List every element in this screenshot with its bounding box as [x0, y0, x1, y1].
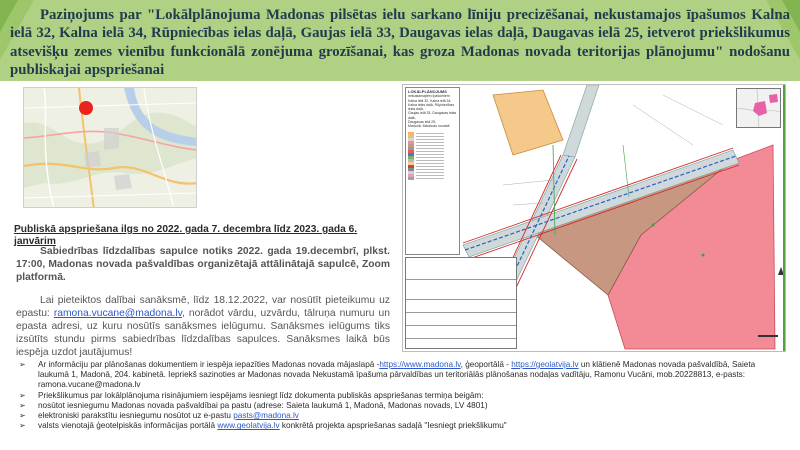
legend-label-line: [416, 139, 444, 140]
location-marker: [79, 101, 93, 115]
bullet-text: nosūtot iesniegumu Madonas novada pašvaldībai pa pastu (adrese: Saieta laukumā 1, Madonā, Madonas novads, LV 4801): [38, 400, 488, 410]
arrow-bullet-icon: ➢: [19, 421, 26, 431]
legend-label-line: [416, 172, 444, 173]
bullet-text: Priekšlikumus par lokālplānojuma risinājumiem iespējams iesniegt līdz dokumenta publiskās apspriešanas termiņa beigām:: [38, 390, 484, 400]
registration-email-link[interactable]: ramona.vucane@madona.lv: [53, 308, 183, 320]
legend-line: nekustamajiem īpašumiem: [408, 94, 450, 99]
arrow-bullet-icon: ➢: [19, 390, 26, 400]
map-legend: [405, 87, 460, 255]
meeting-announcement: Sabiedrības līdzdalības sapulce notiks 2022. gada 19.decembrī, plkst. 17:00, Madonas novada pašvaldības organizētajā attālinātajā sapulcē, Zoom platformā.: [16, 246, 390, 283]
consultation-period: Publiskā apspriešana ilgs no 2022. gada 7. decembra līdz 2023. gada 6. janvārim: [14, 224, 358, 247]
legend-row: [408, 177, 457, 180]
map-title-block: [405, 257, 517, 349]
legend-label-line: [416, 136, 444, 137]
legend-line: Gaujas ielā 33, Daugavas ielas daļā,: [408, 111, 457, 120]
bullet-text: valsts vienotajā ģeotelpiskās informācijas portālā: [38, 421, 218, 431]
legend-label-line: [416, 142, 444, 143]
information-bullet-list: [18, 360, 788, 431]
list-item: [18, 411, 788, 421]
plan-map: [402, 84, 786, 352]
legend-label-line: [416, 157, 444, 158]
legend-label-line: [416, 148, 444, 149]
legend-label-line: [416, 169, 444, 170]
geolatvija-portal-link[interactable]: www.geolatvija.lv: [217, 421, 280, 431]
registration-info: [16, 294, 390, 359]
geolatvija-link[interactable]: https://geolatvija.lv: [511, 360, 579, 369]
list-item: [18, 401, 788, 411]
page-title: Paziņojums par "Lokālplānojuma Madonas pilsētas ielu sarkano līniju precizēšanai, nekustamajos īpašumos Kalna ielā 32, Kalna ielā 34, Rūpniecības ielas daļā, Gaujas ielā 33, Daugavas ielas daļā, Daugavas ielā 25, ietverot priekšlikumus atsevišķu zemes vienību funkcionālā zonējuma grozīšanai, kas groza Madonas novada teritorijas plānojumu" nodošanu publiskajai apspriešanai: [10, 7, 790, 79]
legend-label-line: [416, 154, 444, 155]
legend-line: Daugavas ielā 25,: [408, 120, 437, 125]
bullet-text: un klātienē Madonas novada pašvaldībā, Saieta laukumā 1, Madonā, 204. kabinetā. Iepriekš sazinoties ar Madonas novada Nekustamā īpašuma pārvaldības un teritoriālās plānošanas nodaļas vadītāju, Ramonu Vucāni, mob.20228813, e-pasts: ramona.vucane@madona.lv: [38, 360, 756, 390]
legend-label-line: [416, 160, 444, 161]
arrow-bullet-icon: ➢: [19, 411, 26, 421]
legend-label-line: [416, 163, 444, 164]
location-map-graphic: [24, 88, 197, 208]
madona-website-link[interactable]: https://www.madona.lv: [379, 360, 461, 369]
legend-label-line: [416, 178, 444, 179]
legend-title: LOKĀLPLĀNOJUMS: [408, 89, 447, 94]
legend-line: Kalna ielas daļā, Rūpniecības ielas daļā,: [408, 102, 455, 112]
registration-text-end: , norādot vārdu, uzvārdu, tālruņa numuru un epasta adresi, uz kuru nosūtīs sanāksmes ielūgumu. Sanāksmes ielūgums tiks izsūtīts stundu pirms sabiedrības līdzdalības sapulces. Sanāksmes laikā būs iespēja uzdot jautājumus!: [16, 308, 390, 359]
bullet-text: Ar informāciju par plānošanas dokumentiem ir iespēja iepazīties Madonas novada mājaslapā -: [38, 360, 380, 369]
legend-label-line: [416, 166, 444, 167]
legend-line: Kalna ielā 32, Kalna ielā 34,: [408, 98, 452, 103]
legend-label-line: [416, 145, 444, 146]
list-item: [18, 421, 788, 431]
arrow-bullet-icon: ➢: [19, 400, 26, 410]
bullet-text: elektroniski parakstītu iesniegumu nosūtot uz e-pastu: [38, 411, 234, 421]
title-banner: [0, 0, 800, 81]
legend-swatch: [408, 177, 414, 180]
list-item: [18, 391, 788, 401]
location-map: [23, 87, 197, 208]
inset-location-map: [736, 88, 781, 128]
legend-line: Madonā, Madonas novadā: [408, 124, 450, 129]
legend-label-line: [416, 151, 444, 152]
bullet-text: , ģeoportālā -: [460, 360, 512, 369]
registration-text-start: Lai pieteiktos dalībai sanāksmē, līdz 18.12.2022, var nosūtīt pieteikumu uz epastu:: [16, 295, 390, 320]
legend-label-line: [416, 133, 444, 134]
list-item: [18, 360, 788, 391]
legend-label-line: [416, 175, 444, 176]
email-link[interactable]: pasts@madona.lv: [233, 411, 299, 421]
arrow-bullet-icon: ➢: [19, 360, 26, 369]
bullet-text: konkrētā projekta apspriešanas sadaļā "Iesniegt priekšlikumu": [279, 421, 507, 431]
